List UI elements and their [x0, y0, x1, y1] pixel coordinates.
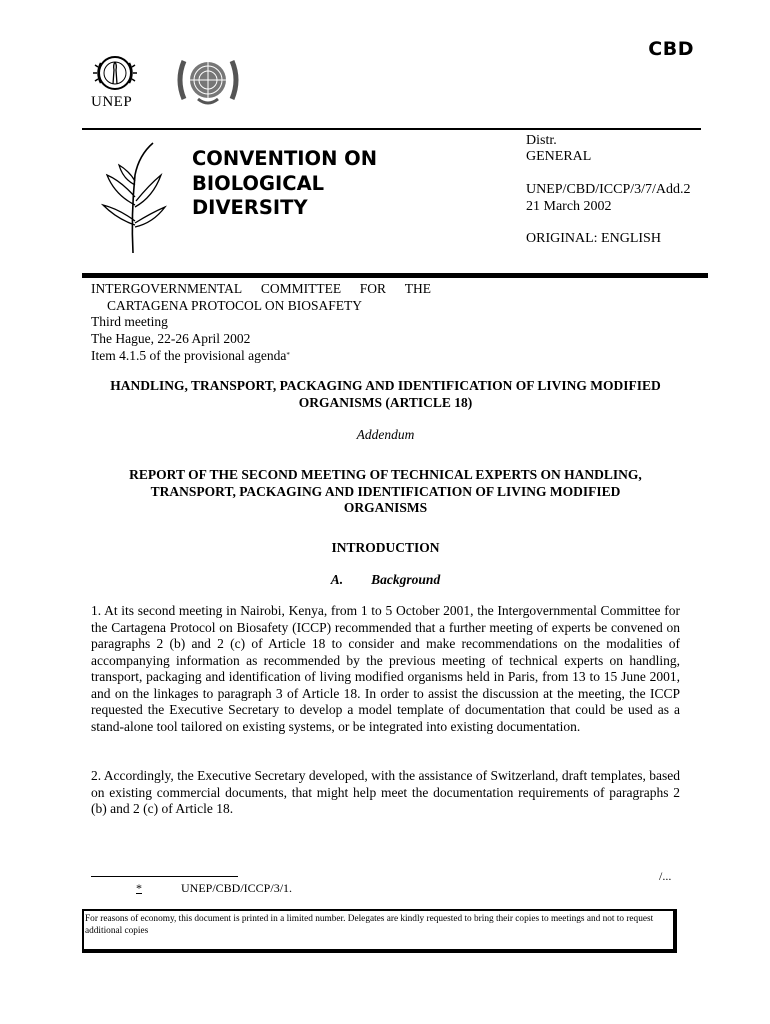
- meeting-number: Third meeting: [91, 314, 168, 329]
- unep-text: UNEP: [91, 94, 133, 110]
- header-rule-bottom: [82, 273, 708, 278]
- report-title-line: TRANSPORT, PACKAGING AND IDENTIFICATION OF LIVING MODIFIED: [150, 483, 621, 499]
- original-language: ORIGINAL: ENGLISH: [526, 231, 661, 246]
- committee-word: FOR: [359, 281, 387, 296]
- document-symbol: UNEP/CBD/ICCP/3/7/Add.2: [526, 182, 691, 197]
- document-title: [91, 378, 680, 411]
- economy-notice-text: For reasons of economy, this document is printed in a limited number. Delegates are kindly requested to bring their copies to meetings and not to request additional copies: [85, 914, 654, 936]
- un-emblem: [168, 51, 248, 109]
- report-title-line: REPORT OF THE SECOND MEETING OF TECHNICAL EXPERTS ON HANDLING,: [129, 467, 642, 482]
- section-letter: A.: [330, 572, 344, 587]
- paragraph-2: 2. Accordingly, the Executive Secretary developed, with the assistance of Switzerland, draft templates, based on existing commercial documents, that might help meet the documentation requirements of paragraphs 2 (b) and 2 (c) of Article 18.: [91, 768, 680, 816]
- section-title: Background: [371, 572, 441, 587]
- header-rule-top: [82, 128, 701, 130]
- footnote-rule: [91, 876, 238, 877]
- committee-word: INTERGOVERNMENTAL: [91, 281, 243, 296]
- footnote-text: UNEP/CBD/ICCP/3/1.: [181, 881, 293, 895]
- document-title-line: HANDLING, TRANSPORT, PACKAGING AND IDENTIFICATION OF LIVING MODIFIED: [110, 378, 661, 393]
- cbd-plant-logo: [95, 135, 180, 257]
- meeting-venue: The Hague, 22-26 April 2002: [91, 330, 251, 346]
- distribution-value: GENERAL: [526, 149, 592, 164]
- agenda-item: [91, 347, 431, 365]
- convention-title-line: DIVERSITY: [192, 196, 308, 219]
- economy-notice-box: [82, 909, 677, 953]
- introduction-heading: INTRODUCTION: [331, 540, 440, 555]
- committee-block: [91, 281, 431, 365]
- distribution-label: Distr.: [526, 133, 557, 148]
- section-heading: [91, 572, 680, 588]
- convention-title-line: BIOLOGICAL: [192, 171, 325, 195]
- agenda-item-text: Item 4.1.5 of the provisional agenda: [91, 348, 287, 363]
- committee-line2: CARTAGENA PROTOCOL ON BIOSAFETY: [107, 297, 363, 313]
- addendum-label: Addendum: [356, 427, 415, 442]
- convention-title: [192, 147, 377, 221]
- continuation-mark: /...: [659, 869, 672, 883]
- convention-title-line: CONVENTION ON: [192, 147, 378, 170]
- footnote-marker: *: [136, 881, 142, 895]
- committee-line1: [91, 281, 431, 298]
- document-date: 21 March 2002: [526, 199, 612, 214]
- agenda-footnote-marker: *: [286, 351, 290, 359]
- cbd-mark: CBD: [648, 38, 694, 60]
- report-title: [91, 467, 680, 517]
- document-title-line: ORGANISMS (ARTICLE 18): [298, 394, 473, 410]
- committee-word: THE: [404, 281, 431, 296]
- paragraph-1: 1. At its second meeting in Nairobi, Kenya, from 1 to 5 October 2001, the Intergovernmental Committee for the Cartagena Protocol on Biosafety (ICCP) recommended that a further meeting of experts be convened on paragraphs 2 (b) and 2 (c) of Article 18 to consider and make recommendations on the modalities of accompanying information as recommended by the previous meeting of technical experts on handling, transport, packaging and identification of living modified organisms held in Paris, from 13 to 15 June 2001, and on the linkages to paragraph 3 of Article 18. In order to assist the discussion at the meeting, the ICCP requested the Executive Secretary to develop a model template of documentation that could be used as a stand-alone tool tailored on existing systems, or be integrated into existing documentation.: [91, 603, 680, 734]
- committee-word: COMMITTEE: [260, 281, 342, 296]
- report-title-line: ORGANISMS: [343, 500, 428, 515]
